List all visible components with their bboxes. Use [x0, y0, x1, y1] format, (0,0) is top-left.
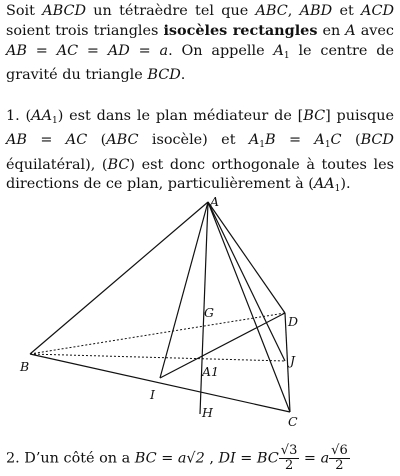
bold-term: isocèles rectangles: [163, 22, 318, 40]
label-d: D: [288, 314, 299, 329]
edge-ac: [208, 202, 290, 412]
question-1-paragraph: 1. $(AA_1)$ est dans le plan médiateur de [BC] puisque AB = AC (ABC isocèle) et $A_1B = A_1C$ (BCD équilatéral), (BC) est donc orthogonale à toutes les directions de ce plan, particulièrement à $(AA_1)$.: [6, 108, 395, 195]
line-bj: [30, 354, 285, 361]
di-formula: DI = BC: [218, 450, 279, 467]
tetrahedron-figure: [0, 190, 400, 432]
fraction-sqrt3-over-2: $\frac{√3}{2}$: [280, 443, 298, 473]
line-aj: [208, 202, 285, 361]
label-b: B: [20, 359, 30, 374]
label-a: A: [210, 194, 220, 209]
label-j: J: [290, 353, 296, 368]
edge-ad: [208, 202, 285, 313]
line-di: [160, 313, 285, 378]
label-c: C: [288, 414, 298, 429]
equality-formula: AB = AC = AD = a: [6, 42, 169, 59]
label-i: I: [150, 387, 155, 402]
fraction-sqrt6-over-2: $\frac{√6}{2}$: [331, 443, 348, 473]
label-h: H: [202, 405, 213, 420]
label-a1: A1: [202, 364, 219, 379]
edge-bc: [30, 354, 290, 412]
line-ai: [160, 202, 208, 378]
ab-ac-formula: AB = AC: [6, 132, 88, 149]
bc-formula: BC = a√2: [134, 450, 205, 467]
edge-ab: [30, 202, 208, 354]
question-2-line: 2. D’un côté on a BC = a√2 , DI = BC $\frac{√3}{2}$ = a $\frac{√6}{2}$: [6, 443, 348, 473]
label-g: G: [204, 305, 214, 320]
intro-paragraph: Soit ABCD un tétraèdre tel que ABC, ABD et ACD soient trois triangles isocèles rectangles en A avec AB = AC = AD = a. On appelle $A_1$ le centre de gravité du triangle BCD.: [6, 3, 394, 84]
